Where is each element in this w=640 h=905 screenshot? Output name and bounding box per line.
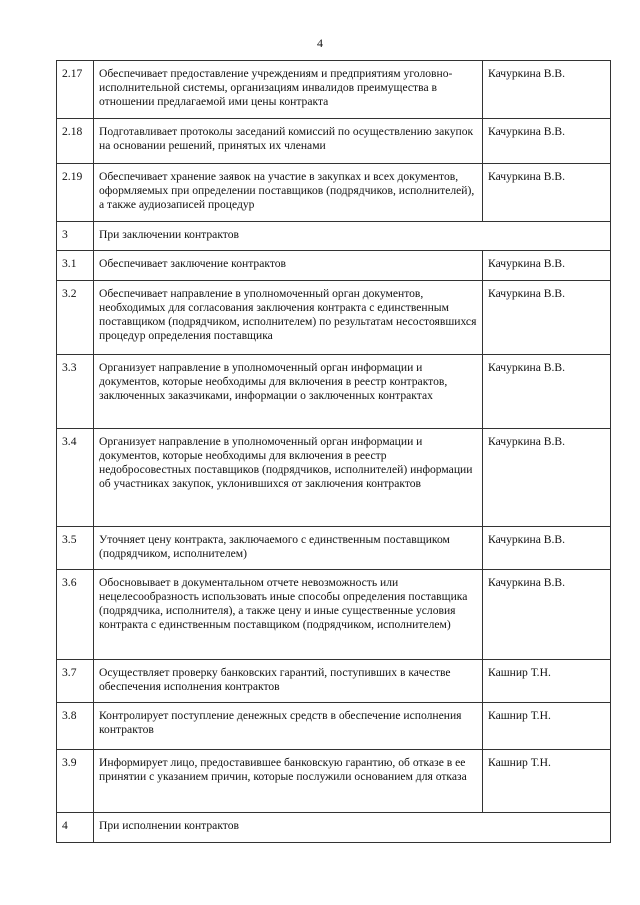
row-responsible: Кашнир Т.Н. [483,660,611,703]
table-row [57,119,611,164]
table-row [57,527,611,570]
row-responsible: Качуркина В.В. [483,570,611,660]
table-row [57,429,611,527]
row-description: Осуществляет проверку банковских гарантий, поступивших в качестве обеспечения исполнения контрактов [94,660,483,703]
row-description: Обосновывает в документальном отчете невозможность или нецелесообразность использовать иные способы определения поставщика (подрядчика, исполнителя), а также цену и иные существенные условия контракта с единственным поставщиком (подрядчиком, исполнителем) [94,570,483,660]
section-row [57,813,611,843]
row-number: 2.17 [57,61,94,119]
row-description: Контролирует поступление денежных средств в обеспечение исполнения контрактов [94,703,483,750]
section-number: 3 [57,222,94,251]
row-description: Информирует лицо, предоставившее банковскую гарантию, об отказе в ее принятии с указанием причин, которые послужили основанием для отказа [94,750,483,813]
row-description: Обеспечивает хранение заявок на участие в закупках и всех документов, оформляемых при определении поставщиков (подрядчиков, исполнителей), а также аудиозаписей процедур [94,164,483,222]
row-responsible: Качуркина В.В. [483,119,611,164]
row-number: 3.8 [57,703,94,750]
row-number: 3.4 [57,429,94,527]
table-row [57,281,611,355]
row-number: 3.1 [57,251,94,281]
row-number: 3.7 [57,660,94,703]
section-title: При исполнении контрактов [94,813,611,843]
row-responsible: Качуркина В.В. [483,164,611,222]
table-row [57,750,611,813]
table-row [57,251,611,281]
row-description: Обеспечивает предоставление учреждениям и предприятиям уголовно-исполнительной системы, организациям инвалидов преимущества в отношении предлагаемой ими цены контракта [94,61,483,119]
table-row [57,61,611,119]
section-title: При заключении контрактов [94,222,611,251]
table-row [57,660,611,703]
table-row [57,703,611,750]
row-description: Обеспечивает направление в уполномоченный орган документов, необходимых для согласования заключения контракта с единственным поставщиком (подрядчиком, исполнителем) по результатам несостоявшихся процедур определения поставщика [94,281,483,355]
row-responsible: Качуркина В.В. [483,281,611,355]
row-number: 3.6 [57,570,94,660]
row-description: Уточняет цену контракта, заключаемого с единственным поставщиком (подрядчиком, исполнителем) [94,527,483,570]
row-responsible: Качуркина В.В. [483,429,611,527]
row-number: 3.9 [57,750,94,813]
page-number: 4 [317,36,323,50]
section-row [57,222,611,251]
row-responsible: Качуркина В.В. [483,61,611,119]
row-number: 2.19 [57,164,94,222]
row-responsible: Качуркина В.В. [483,527,611,570]
row-description: Подготавливает протоколы заседаний комиссий по осуществлению закупок на основании решений, принятых их членами [94,119,483,164]
table-row [57,164,611,222]
row-description: Организует направление в уполномоченный орган информации и документов, которые необходимы для включения в реестр недобросовестных поставщиков (подрядчиков, исполнителей) информации об участниках закупок, уклонившихся от заключения контрактов [94,429,483,527]
responsibility-table [56,60,611,843]
row-responsible: Качуркина В.В. [483,355,611,429]
row-description: Обеспечивает заключение контрактов [94,251,483,281]
row-number: 3.2 [57,281,94,355]
table-row [57,355,611,429]
row-responsible: Кашнир Т.Н. [483,750,611,813]
row-number: 2.18 [57,119,94,164]
row-responsible: Кашнир Т.Н. [483,703,611,750]
row-description: Организует направление в уполномоченный орган информации и документов, которые необходимы для включения в реестр контрактов, заключенных заказчиками, информации о заключенных контрактах [94,355,483,429]
table-row [57,570,611,660]
row-number: 3.3 [57,355,94,429]
row-number: 3.5 [57,527,94,570]
row-responsible: Качуркина В.В. [483,251,611,281]
section-number: 4 [57,813,94,843]
